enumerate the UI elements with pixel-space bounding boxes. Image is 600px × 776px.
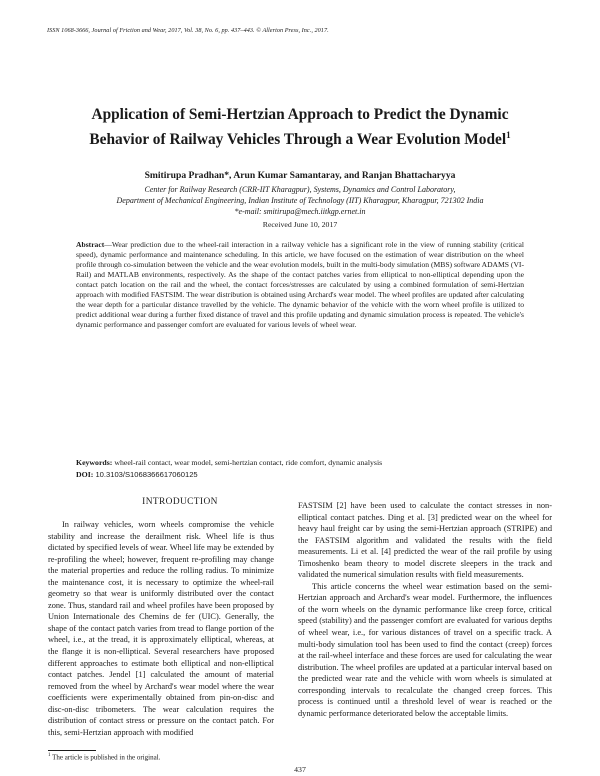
page-number: 437: [294, 765, 306, 774]
title-footnote-marker: 1: [506, 130, 511, 140]
keywords: [76, 457, 524, 468]
abstract-label: Abstract: [76, 240, 105, 249]
doi-value: 10.3103/S1068366617060125: [93, 470, 198, 479]
keywords-label: Keywords:: [76, 458, 113, 467]
footnote-divider: [48, 750, 96, 751]
section-heading-introduction: INTRODUCTION: [142, 497, 218, 507]
received-date: Received June 10, 2017: [262, 220, 338, 229]
intro-paragraph-article-scope: This article concerns the wheel wear estimation based on the semi-Hertzian approach and Archard's wear model. Furthermore, the influences of the worn wheels on the dynamic performance like creep force, critical speed (stability) and the passenger comfort are evaluated for various depths of wheel wear, i.e., for various distances of travel on a specific track. A multi-body simulation tool has been used to find the contact (creep) forces at the rail-wheel interface and these forces are used for calculating the wear distribution. The wheel profiles are updated at a particular interval based on the predicted wear rate and the vehicle with worn wheels is simulated at corresponding intervals to recalculate the changed creep forces. This process is continued until a threshold level of wear is reached or the dynamic performance deteriorated below the acceptable limits.: [298, 581, 552, 718]
doi-label: DOI:: [76, 470, 94, 479]
affiliation-line-2: Department of Mechanical Engineering, Indian Institute of Technology (IIT) Kharagpur, Kharagpur, 721302 India: [116, 196, 484, 205]
article-title-text: Application of Semi-Hertzian Approach to Predict the Dynamic Behavior of Railway Vehicles Through a Wear Evolution Model: [89, 106, 509, 149]
affiliation-line-1: Center for Railway Research (CRR-IIT Kharagpur), Systems, Dynamics and Control Laboratory,: [144, 185, 456, 194]
doi: [76, 470, 524, 479]
abstract: [76, 240, 524, 330]
footnote-marker: 1: [48, 753, 51, 758]
abstract-text: —Wear prediction due to the wheel-rail interaction in a railway vehicle has a significant role in the view of running stability (critical speed), dynamic performance and maintenance scheduling. In this article, we have focused on the estimation of wear distribution on the wheel profile through co-simulation between the vehicle and the wear evolution models, built in the multi-body simulation (MBS) software ADAMS (VI-Rail) and MATLAB environments, respectively. As the shape of the contact patches varies from elliptical to non-elliptical depending upon the contact patch location on the rail and the wheel, the contact forces/stresses are calculated by using a combined formulation of semi-Hertzian approach with modified FASTSIM. The wear distribution is obtained using Archard's wear model. The wheel profiles are updated after calculating the wear depth for a particular distance travelled by the vehicle. The dynamic behavior of the vehicle with the worn wheel profile is utilized to predict additional wear during a further fixed distance of travel and this profile updating and dynamic simulation process is repeated. The vehicle's dynamic performance and passenger comfort are evaluated for various levels of wheel wear.: [76, 240, 524, 329]
footnote-text: The article is published in the original.: [50, 753, 161, 762]
footnote: [48, 753, 160, 761]
keywords-text: wheel-rail contact, wear model, semi-hertzian contact, ride comfort, dynamic analysis: [112, 458, 383, 467]
intro-left-column: In railway vehicles, worn wheels compromise the vehicle stability and increase the derailment risk. Wheel life is thus dictated by specified levels of wear. Wheel life may be extended by re-profiling the wheel; however, frequent re-profiling may change the material properties and reduce the rolling radius. To minimize the maintenance cost, it is necessary to optimize the wheel-rail geometry so that wear is uniformly distributed over the contact zone. Thus, standard rail and wheel profiles have been proposed by Union Internationale des Chemins de fer (UIC). Generally, the shape of the contact patch varies from tread to flange portion of the wheel, i.e., at the tread, it is approximately elliptical, whereas, at the flange it is non-elliptical. Several researchers have proposed different approaches to estimate both elliptical and non-elliptical contact patches. Jendel [1] calculated the amount of material removed from the wheel by Archard's wear model where the wear coefficients were experimentally obtained from pin-on-disc and disc-on-disc tribometers. The wear calculation requires the distribution of contact stress or pressure on the contact patch. For this, semi-Hertzian approach with modified: [48, 520, 274, 737]
journal-citation-line: ISSN 1068-3666, Journal of Friction and Wear, 2017, Vol. 38, No. 6, pp. 437–443. © Allerton Press, Inc., 2017.: [47, 27, 329, 34]
intro-right-column: [298, 500, 552, 719]
author-list: Smitirupa Pradhan*, Arun Kumar Samantaray, and Ranjan Bhattacharyya: [144, 170, 456, 181]
author-email: *e-mail: smitirupa@mech.iitkgp.ernet.in: [234, 207, 366, 216]
affiliation-block: [40, 184, 560, 217]
article-title: [60, 105, 540, 150]
intro-paragraph-fastsim: FASTSIM [2] have been used to calculate the contact stresses in non-elliptical contact patches. Ding et al. [3] predicted wear on the wheel for heavy haul freight car by using the semi-Hertzian approach (STRIPE) and the FASTSIM algorithm and validated the results with the field measurements. Li et al. [4] predicted the wear of the rail profile by using Timoshenko beam theory to model discrete sleepers in the track and validated the numerical simulation results with field measurements.: [298, 501, 552, 580]
